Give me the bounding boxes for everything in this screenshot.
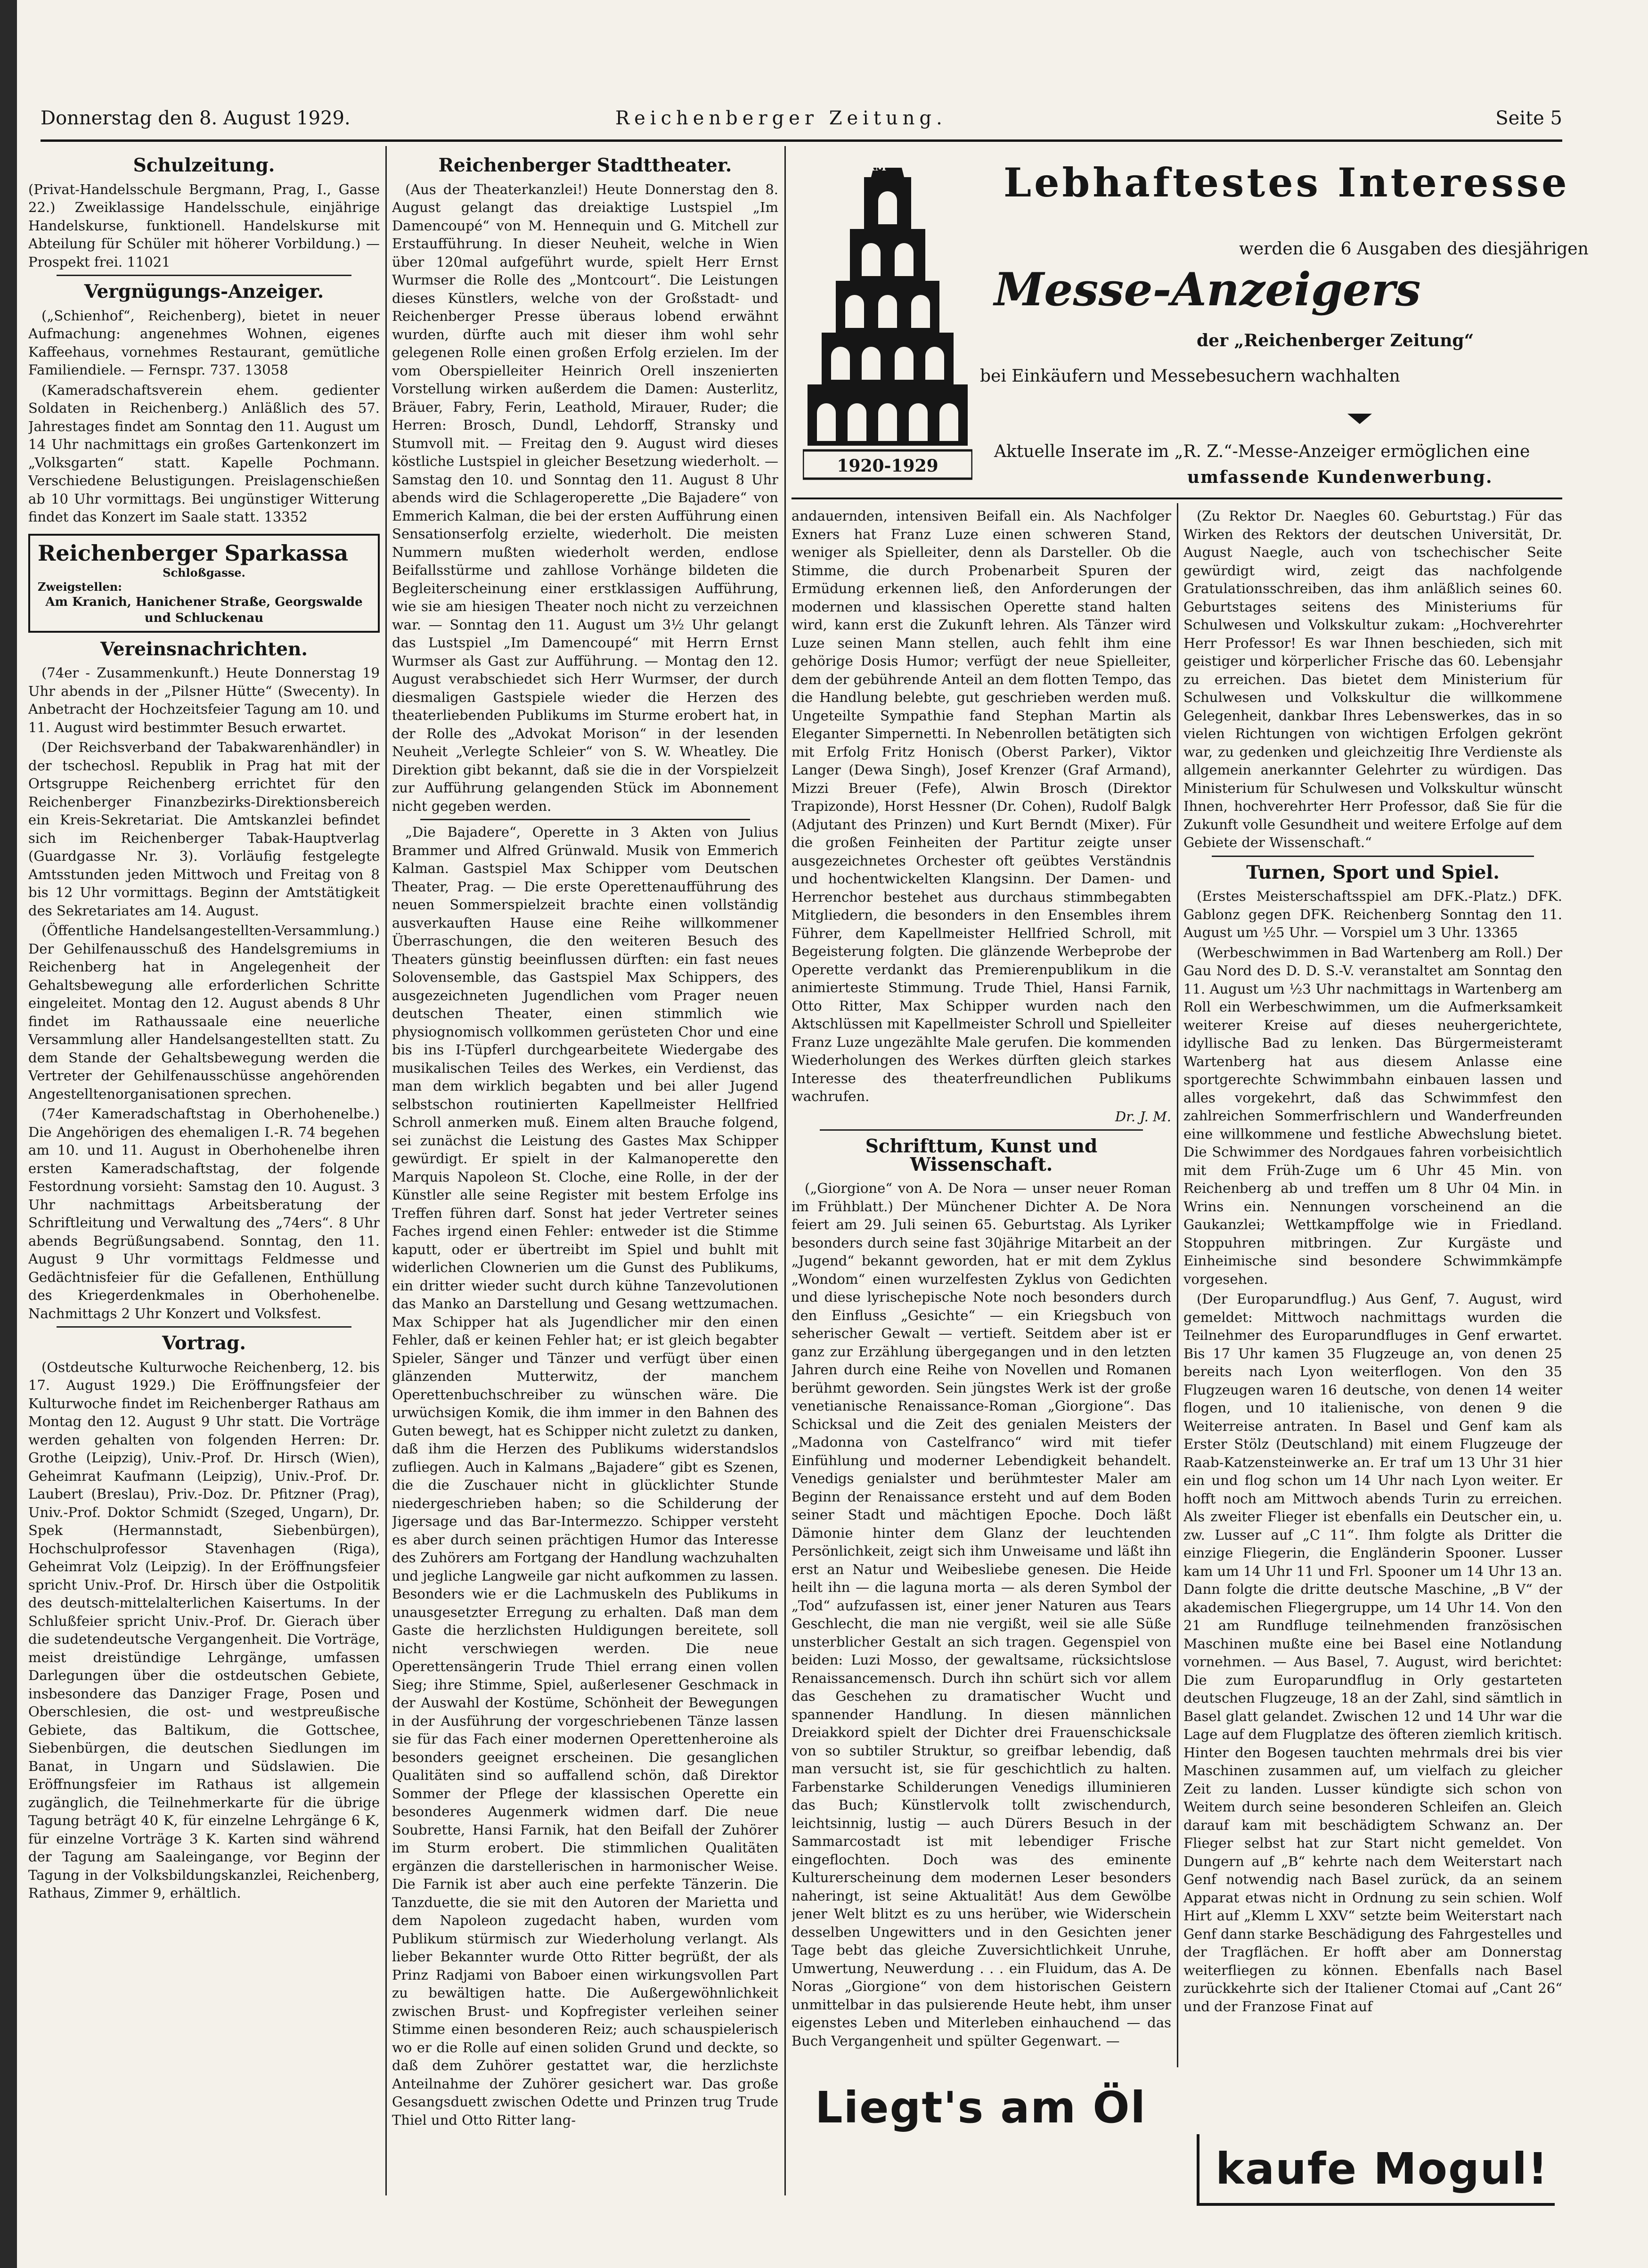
- ad-line: der „Reichenberger Zeitung“: [1197, 331, 1474, 351]
- column-3: [791, 507, 1171, 2062]
- article-paragraph: (Der Europarundflug.) Aus Genf, 7. August, wird gemeldet: Mittwoch nachmittags wurden die Teilnehmer des Europarundfluges in Genf erwartet. Bis 17 Uhr kamen 35 Flugzeuge an, von denen 25 bereits nach Lyon weiterflogen. Von den 35 Flugzeugen waren 16 deutsche, von denen 14 weiter flogen, und 10 italienische, von denen 9 die Weiterreise antraten. In Basel und Genf kam als Erster Stölz (Deutschland) mit einem Flugzeuge der Raab-Katzensteinwerke an. Er traf um 13 Uhr 31 hier ein und flog schon um 14 Uhr nach Lyon weiter. Er hofft noch am Mittwoch abends Turin zu erreichen. Als zweiter Flieger ist ebenfalls ein Deutscher ein, u. zw. Lusser auf „C 11“. Ihm folgte als Dritter die einzige Fliegerin, die Engländerin Spooner. Lusser kam um 14 Uhr 11 und Frl. Spooner um 14 Uhr 13 an. Dann folgte die dritte deutsche Maschine, „B V“ der akademischen Fliegergruppe, um 14 Uhr 14. Von den 21 am Rundfluge teilnehmenden französischen Maschinen mußte eine bei Basel eine Notlandung vornehmen. — Aus Basel, 7. August, wird berichtet: Die zum Europarundflug in Orly gestarteten deutschen Flugzeuge, 18 an der Zahl, sind sämtlich in Basel glatt gelandet. Zwischen 12 und 14 Uhr war die Lage auf dem Flugplatze des öfteren ziemlich kritisch. Hinter den Bogesen tauchten mehrmals drei bis vier Maschinen zusammen auf, um vielfach zu gleicher Zeit zu landen. Lusser kündigte sich schon von Weitem durch seine besonderen Schleifen an. Gleich darauf kam mit beschädigtem Schwanz an. Der Flieger selbst hat zur Start nicht gemeldet. Von Dungern auf „B“ kehrte nach dem Weiterstart nach Genf notwendig nach Basel zurück, da an seinem Apparat etwas nicht in Ordnung zu sein schien. Wolf Hirt auf „Klemm L XXV“ setzte beim Weiterstart nach Genf dann starke Beschädigung des Fahrgestelles und der Tragflächen. Er hofft aber am Donnerstag weiterfliegen zu können. Ebenfalls nach Basel zurückkehrte sich der Italiener Ctomai auf „Cant 26“ und der Franzose Finat auf: [1183, 1291, 1562, 2015]
- article-paragraph: (Öffentliche Handelsangestellten-Versammlung.) Der Gehilfenausschuß des Handelsgremiums in Reichenberg hat in Angelegenheit der Gehaltsbewegung alle erforderlichen Schritte eingeleitet. Montag den 12. August abends 8 Uhr findet im Rathaussaale eine neuerliche Versammlung aller Handelsangestellten statt. Zu dem Stande der Gehaltsbewegung werden die Vertreter der Gehilfenausschüsse angehörenden Angestelltenorganisationen sprechen.: [28, 922, 380, 1102]
- article-paragraph: (Kameradschaftsverein ehem. gedienter Soldaten in Reichenberg.) Anläßlich des 57. Jahrestages findet am Sonntag den 11. August um 14 Uhr nachmittags ein großes Gartenkonzert im „Volksgarten“ statt. Kapelle Pochmann. Verschiedene Belustigungen. Preislagenschießen ab 10 Uhr vormittags. Bei ungünstiger Witterung findet das Konzert im Saale statt. 13352: [28, 382, 380, 525]
- sparkassa-ad-box: [28, 534, 380, 633]
- article-paragraph: („Schienhof“, Reichenberg), bietet in neuer Aufmachung: angenehmes Wohnen, eigenes Kaffeehaus, vornehmes Restaurant, gemütliche Familiendiele. — Fernspr. 737. 13058: [28, 307, 380, 378]
- article-paragraph: andauernden, intensiven Beifall ein. Als Nachfolger Exners hat Franz Luze einen schweren Stand, weniger als Spielleiter, denn als Darsteller. Ob die Stimme, die durch Probenarbeit Spuren der Ermüdung erkennen ließ, den Anforderungen der modernen und klassischen Operette stand halten wird, kann erst die Zukunft lehren. Als Tänzer wird Luze seinen Mann stellen, auch fehlt ihm eine gehörige Dosis Humor; verfügt der neue Spielleiter, dem der gebührende Anteil an dem flotten Tempo, das die Handlung belebte, gut geschrieben werden muß. Ungeteilte Sympathie fand Stephan Martin als Eleganter Simpernetti. In Nebenrollen betätigten sich mit Erfolg Fritz Honisch (Oberst Parker), Viktor Langer (Dewa Singh), Josef Krenzer (Graf Armand), Mizzi Breuer (Fefe), Alwin Brosch (Direktor Trapizonde), Horst Hessner (Dr. Cohen), Rudolf Balgk (Adjutant des Prinzen) und Kurt Berndt (Mixer). Für die großen Feinheiten der Partitur zeigte unser ausgezeichnetes Orchester oft geübtes Verständnis und hochentwickelten Klangsinn. Der Damen- und Herrenchor bestehet aus durchaus stimmbegabten Mitgliedern, die besonders in den Ensembles ihrem Führer, dem Kapellmeister Hellfried Schroll, mit Begeisterung folgten. Die glänzende Werbeprobe der Operette verdankt das Premierenpublikum in die animierteste Stimmung. Trude Thiel, Hansi Farnik, Otto Ritter, Max Schipper wurden nach den Aktschlüssen mit Kapellmeister Schroll und Spielleiter Franz Luze ungezählte Male gerufen. Die kommenden Wiederholungen des Werkes dürften gleich starkes Interesse des theaterfreundlichen Publikums wachrufen.: [791, 508, 1171, 1104]
- article-paragraph: (Der Reichsverband der Tabakwarenhändler) in der tschechosl. Republik in Prag hat mit der Ortsgruppe Reichenberg errichtet für den Reichenberger Finanzbezirks-Direktionsbereich ein Kreis-Sekretariat. Die Amtskanzlei befindet sich im Reichenberger Tabak-Hauptverlag (Guardgasse Nr. 3). Vorläufig festgelegte Amtsstunden jeden Mittwoch und Freitag von 8 bis 12 Uhr vormittags. Beginn der Amtstätigkeit des Sekretariates am 14. August.: [28, 739, 380, 919]
- section-title-verein: Vereinsnachrichten.: [100, 638, 308, 660]
- sparkassa-branches: Am Kranich, Hanichener Straße, Georgswalde und Schluckenau: [45, 595, 363, 625]
- column-4: [1183, 507, 1562, 2062]
- ad-underline: [1197, 2203, 1555, 2206]
- sparkassa-branches-label: Zweigstellen:: [38, 579, 122, 594]
- article-signature: Dr. J. M.: [1115, 1108, 1171, 1125]
- ad-headline: Lebhaftestes Interesse: [1003, 159, 1570, 206]
- section-divider: [57, 1326, 351, 1328]
- column-rule: [1177, 503, 1178, 2067]
- logo-mark: RM: [866, 161, 887, 173]
- stacked-arches-logo: [803, 158, 972, 483]
- messe-anzeiger-ad: [791, 150, 1589, 494]
- ad-title: Messe-Anzeigers: [994, 263, 1421, 316]
- ad-line: werden die 6 Ausgaben des diesjährigen: [1239, 239, 1589, 259]
- section-title-sport: Turnen, Sport und Spiel.: [1246, 861, 1500, 883]
- section-title-schrifttum: Schrifttum, Kunst und Wissenschaft.: [865, 1135, 1098, 1175]
- ad-line: umfassende Kundenwerbung.: [1187, 467, 1493, 487]
- ad-bracket: [1197, 2134, 1199, 2205]
- logo-years: 1920-1929: [837, 456, 938, 476]
- ad-bottom-rule: [791, 498, 1562, 499]
- sparkassa-title: Reichenberger Sparkassa: [38, 540, 349, 566]
- section-title-schulzeitung: Schulzeitung.: [133, 155, 275, 176]
- mogul-line-2: kaufe Mogul!: [1216, 2144, 1549, 2194]
- column-rule: [784, 146, 786, 2195]
- article-paragraph: „Die Bajadere“, Operette in 3 Akten von Julius Brammer und Alfred Grünwald. Musik von Emmerich Kalman. Gastspiel Max Schipper vom Deutschen Theater, Prag. — Die erste Operettenaufführung des neuen Sommerspielzeit brachte einen vollständig ausverkauften Hause eine Reihe willkommener Überraschungen, die den weiteren Besuch des Theaters günstig beeinflussen dürften: ein fast neues Solovensemble, das Gastspiel Max Schippers, des ausgezeichneten Jugendlichen vom Prager neuen deutschen Theater, einen stimmlich wie physiognomisch vollkommen gerüsteten Chor und eine bis ins I-Tüpferl durchgearbeitete Wiedergabe des musikalischen Teiles des Werkes, ein Verdienst, das man dem wirklich begabten und bei aller Jugend selbstschon routinierten Kapellmeister Hellfried Schroll anmerken muß. Einem alten Brauche folgend, sei zunächst die Leistung des Gastes Max Schipper gewürdigt. Er spielt in der Kalmanoperette den Marquis Napoleon St. Cloche, eine Rolle, in der der Künstler alle seine Register mit bestem Erfolge ins Treffen führen darf. Sonst hat jeder Vertreter seines Faches irgend einen Fehler: entweder ist die Stimme kaputt, oder er übertreibt im Spiel und buhlt mit widerlichen Clownerien um die Gunst des Publikums, ein dritter wieder sucht durch kühne Tanzevolutionen das Manko an Darstellung und Gesang wettzumachen. Max Schipper hat als Jugendlicher mir den einen Fehler, daß er keinen Fehler hat; er ist gleich begabter Spieler, Sänger und Tänzer und verfügt über einen glänzenden Mutterwitz, der manchem Operettenbuchschreiber zu wünschen wäre. Die urwüchsigen Komik, die ihm immer in den Bahnen des Guten bewegt, hat es Schipper nicht zuletzt zu danken, daß ihm die Herzen des Publikums widerstandslos zufliegen. Auch in Kalmans „Bajadere“ gibt es Szenen, die die Zuschauer nicht in glücklichter Stunde niedergeschrieben haben; so die Schilderung der Jigersage und das Bar-Intermezzo. Schipper versteht es aber durch seinen prächtigen Humor das Interesse des Zuhörers am Fortgang der Handlung wachzuhalten und jegliche Langweile gar nicht aufkommen zu lassen. Besonders wie er die Lachmuskeln des Publikums in unausgesetzter Erregung zu erhalten. Daß man dem Gaste die herzlichsten Huldigungen bereitete, soll nicht verschwiegen werden. Die neue Operettensängerin Trude Thiel errang einen vollen Sieg; ihre Stimme, Spiel, außerlesener Geschmack in der Auswahl der Kostüme, Schönheit der Bewegungen in der Ausführung der vorgeschriebenen Tänze lassen sie für das Fach einer modernen Operettenheroine als besonders geeignet erscheinen. Die gesanglichen Qualitäten sind so auffallend schön, daß Direktor Sommer der Pflege der klassischen Operette ein besonderes Augenmerk widmen darf. Die neue Soubrette, Hansi Farnik, hat den Beifall der Zuhörer im Sturm erobert. Die stimmlichen Qualitäten ergänzen die darstellerischen in harmonischer Weise. Die Farnik ist aber auch eine perfekte Tänzerin. Die Tanzduette, die sie mit den Autoren der Marietta und dem Napoleon zugedacht haben, wurden vom Publikum stürmisch zur Wiederholung verlangt. Als lieber Bekannter wurde Otto Ritter begrüßt, der als Prinz Radjami von Baboer einen wirkungsvollen Part zu bewältigen hatte. Die Außergewöhnlichkeit zwischen Brust- und Kopfregister verleihen seiner Stimme einen besonderen Reiz; auch schauspielerisch wo er die Rolle auf einen soliden Grund und deckte, so daß dem Zuhörer gestattet war, die herzlichste Anteilnahme der Zuhörer gesichert war. Das große Gesangsduett zwischen Odette und Prinzen trug Trude Thiel und Otto Ritter lang-: [392, 824, 778, 2128]
- article-paragraph: („Giorgione“ von A. De Nora — unser neuer Roman im Frühblatt.) Der Münchener Dichter A. De Nora feiert am 29. Juli seinen 65. Geburtstag. Als Lyriker besonders durch seine fast 30jährige Mitarbeit an der „Jugend“ bekannt geworden, hat er mit dem Zyklus „Wondom“ einen wurzelfesten Zyklus von Gedichten und diese lyrischepische Note noch besonders durch den Einfluss „Gesichte“ — ein Kriegsbuch von seherischer Gewalt — vertieft. Seitdem aber ist er ganz zur Erzählung übergegangen und in den letzten Jahren durch eine Reihe von Novellen und Romanen berühmt geworden. Sein jüngstes Werk ist der große venetianische Renaissance-Roman „Giorgione“. Das Schicksal und die Zeit des genialen Meisters der „Madonna von Castelfranco“ wird mit tiefer Einfühlung und moderner Lebendigkeit behandelt. Venedigs genialster und berühmtester Maler am Beginn der Renaissance ersteht und auf dem Boden seiner Stadt und mächtigen Epoche. Doch läßt Dämonie hinter dem Glanz der leuchtenden Persönlichkeit, zeigt sich ihm Unweisame und läßt ihn erst an Natur und Weibesliebe genesen. Die Heide heilt ihn — die laguna morta — als deren Symbol der „Tod“ aufzufassen ist, einer jener Naturen aus Tears Geschlecht, die man nie vergißt, weil sie alle Süße unsterblicher Gestalt an sich tragen. Gegenspiel von beiden: Luzi Mosso, der gewaltsame, rücksichtslose Renaissancemensch. Durch ihn schürt sich vor allem das Geschehen zu dramatischer Wucht und spannender Handlung. In diesen männlichen Dreiakkord spielt der Dichter drei Frauenschicksale von so subtiler Struktur, so greifbar lebendig, daß man versucht ist, sie für geschichtlich zu halten. Farbenstarke Schilderungen Venedigs illuminieren das Buch; Künstlervolk tollt zwischendurch, leichtsinnig, lustig — auch Dürers Besuch in der Sammarcostadt ist mit lebendiger Frische eingeflochten. Doch was des eminente Kulturerscheinung dem modernen Leser besonders naheringt, ist seine Aktualität! Aus dem Gewölbe jener Welt blitzt es zu uns herüber, wie Widerschein desselben Ungewitters und in den Gesichten jener Tage bebt das gleiche Zuversichtlichkeit Unruhe, Umwertung, Neuwerdung . . . ein Fluidum, das A. De Noras „Giorgione“ von dem historischen Geistern unmittelbar in das pulsierende Heute hebt, ihm unser eigenstes Leben und Miterleben einhauchend — das Buch Vergangenheit und spülter Gegenwart. —: [791, 1180, 1171, 2049]
- mogul-line-1: Liegt's am Öl: [815, 2082, 1147, 2133]
- article-paragraph: (Ostdeutsche Kulturwoche Reichenberg, 12. bis 17. August 1929.) Die Eröffnungsfeier der Kulturwoche findet im Reichenberger Rathaus am Montag den 12. August 9 Uhr statt. Die Vorträge werden gehalten von folgenden Herren: Dr. Grothe (Leipzig), Univ.-Prof. Dr. Hirsch (Wien), Geheimrat Kaufmann (Leipzig), Univ.-Prof. Dr. Laubert (Breslau), Priv.-Doz. Dr. Pfitzner (Prag), Univ.-Prof. Doktor Schmidt (Szeged, Ungarn), Dr. Spek (Hermannstadt, Siebenbürgen), Hochschulprofessor Stavenhagen (Riga), Geheimrat Volz (Leipzig). In der Eröffnungsfeier spricht Univ.-Prof. Dr. Hirsch über die Ostpolitik des deutsch-mittelalterlichen Kaisertums. In der Schlußfeier spricht Univ.-Prof. Dr. Gierach über die sudetendeutsche Vergangenheit. Die Vorträge, meist dreistündige Lehrgänge, umfassen Darlegungen über die ostdeutschen Gebiete, insbesondere das Danziger Frage, Posen und Oberschlesien, die ost- und westpreußische Gebiete, das Baltikum, die Gottschee, Siebenbürgen, die deutschen Siedlungen im Banat, in Ungarn und Südslawien. Die Eröffnungsfeier im Rathaus ist allgemein zugänglich, die Teilnehmerkarte für die übrige Tagung beträgt 40 K, für einzelne Lehrgänge 6 K, für einzelne Vorträge 3 K. Karten sind während der Tagung am Saaleingange, vor Beginn der Tagung in der Volksbildungskanzlei, Reichenberg, Rathaus, Zimmer 9, erhältlich.: [28, 1359, 380, 1901]
- binding-spine: [0, 0, 17, 2268]
- mogul-oil-ad: [801, 2073, 1562, 2219]
- header-rule: [41, 139, 1562, 142]
- column-rule: [385, 146, 387, 2195]
- sparkassa-subtitle: Schloßgasse.: [163, 565, 245, 579]
- ad-triangle-marker: [1347, 414, 1372, 424]
- section-divider: [57, 275, 351, 276]
- ad-line: Aktuelle Inserate im „R. Z.“-Messe-Anzeiger ermöglichen eine: [994, 442, 1530, 461]
- article-paragraph: (Zu Rektor Dr. Naegles 60. Geburtstag.) Für das Wirken des Rektors der deutschen Universität, Dr. August Naegle, auch von tschechischer Seite gewürdigt wird, zeigt das nachfolgende Gratulationsschreiben, das ihm anläßlich seines 60. Geburtstages seitens des Ministeriums für Schulwesen und Volkskultur zukam: „Hochverehrter Herr Professor! Es war Ihnen beschieden, sich mit geistiger und körperlicher Frische das 60. Lebensjahr zu erreichen. Das bietet dem Ministerium für Schulwesen und Volkskultur die willkommene Gelegenheit, dankbar Ihres Lebenswerkes, das in so vielen Richtungen von wichtigen Erfolgen gekrönt war, zu gedenken und gleichzeitig Ihre Verdienste als allgemein anerkannter Gelehrter zu würdigen. Das Ministerium für Schulwesen und Volkskultur wünscht Ihnen, hochverehrter Herr Professor, daß Sie für die Zukunft volle Gesundheit und weitere Erfolge auf dem Gebiete der Wissenschaft.“: [1183, 508, 1562, 850]
- header-date: Donnerstag den 8. August 1929.: [41, 107, 351, 129]
- section-divider: [1212, 856, 1534, 857]
- section-title-stadttheater: Reichenberger Stadttheater.: [438, 155, 732, 176]
- header-paper-name: Reichenberger Zeitung.: [615, 107, 947, 129]
- section-divider: [820, 1129, 1143, 1131]
- ad-line: bei Einkäufern und Messebesuchern wachhalten: [980, 367, 1400, 386]
- article-schulzeitung: (Privat-Handelsschule Bergmann, Prag, I., Gasse 22.) Zweiklassige Handelsschule, einjährige Handelskurse, funktionell. Handelskurse mit Abteilung für Schüler mit höherer Vorbildung.) — Prospekt frei. 11021: [28, 181, 380, 270]
- article-paragraph: (Erstes Meisterschaftsspiel am DFK.-Platz.) DFK. Gablonz gegen DFK. Reichenberg Sonntag den 11. August um ½5 Uhr. — Vorspiel um 3 Uhr. 13365: [1183, 888, 1562, 940]
- article-paragraph: (Werbeschwimmen in Bad Wartenberg am Roll.) Der Gau Nord des D. D. S.-V. veranstaltet am Sonntag den 11. August um ½3 Uhr nachmittags in Wartenberg am Roll ein Werbeschwimmen, um die Aufmerksamkeit weiterer Kreise auf dieses neuhergerichtete, idyllische Bad zu lenken. Das Bürgermeisteramt Wartenberg hat aus diesem Anlasse eine sportgerechte Schwimmbahn einbauen lassen und alles vorgekehrt, daß das Schwimmfest den zahlreichen Sommerfrischlern und Wanderfreunden eine willkommene und festliche Abwechslung bietet. Die Schwimmer des Nordgaues fahren vorbeisichtlich mit dem Früh-Zuge um 6 Uhr 45 Min. von Reichenberg ab und treffen um 8 Uhr 04 Min. in Wrins ein. Nennungen vorscheinend an die Gaukanzlei; Wettkampffolge wie in Friedland. Stoppuhren mitbringen. Zur Kurgäste und Einheimische sind besondere Schwimmkämpfe vorgesehen.: [1183, 944, 1562, 1287]
- article-paragraph: (74er Kameradschaftstag in Oberhohenelbe.) Die Angehörigen des ehemaligen I.-R. 74 begehen am 10. und 11. August in Oberhohenelbe ihren ersten Kameradschaftstag, der folgende Festordnung vorsieht: Samstag den 10. August. 3 Uhr nachmittags Arbeitsberatung der Schriftleitung und Verwaltung des „74ers“. 8 Uhr abends Begrüßungsabend. Sonntag, den 11. August 9 Uhr vormittags Feldmesse und Gedächtnisfeier für die Gefallenen, Enthüllung des Kriegerdenkmales in Oberhohenelbe. Nachmittags 2 Uhr Konzert und Volksfest.: [28, 1106, 380, 1322]
- column-1: [28, 150, 380, 2195]
- article-paragraph: (74er - Zusammenkunft.) Heute Donnerstag 19 Uhr abends in der „Pilsner Hütte“ (Swecenty). In Anbetracht der Hochzeitsfeier Tagung am 10. und 11. August wird bestimmter Besuch erwartet.: [28, 665, 380, 735]
- column-2: [392, 150, 778, 2195]
- article-paragraph: (Aus der Theaterkanzlei!) Heute Donnerstag den 8. August gelangt das dreiaktige Lustspiel „Im Damencoupé“ von M. Hennequin und G. Mitchell zur Erstaufführung. In dieser Neuheit, welche in Wien über 120mal aufgeführt wurde, spielt Herr Ernst Wurmser die Rolle des „Montcourt“. Die Leistungen dieses Künstlers, welche von der Großstadt- und Reichenberger Presse überaus lobend erwähnt wurden, dürfte auch mit dieser ihm wohl sehr gelegenen Rolle einen großen Erfolg erzielen. Im der vom Oberspielleiter Heinrich Orell inszenierten Vorstellung wirken außerdem die Damen: Austerlitz, Bräuer, Fabry, Ferin, Leathold, Mirauer, Ruder; die Herren: Brosch, Dundl, Lehdorff, Stransky und Stumvoll mit. — Freitag den 9. August wird dieses köstliche Lustspiel in gleicher Besetzung wiederholt. — Samstag den 10. und Sonntag den 11. August 8 Uhr abends wird die Schlageroperette „Die Bajadere“ von Emmerich Kalman, die bei der ersten Aufführung einen Sensationserfolg erzielte, wiederholt. Die meisten Nummern mußten wiederholt werden, endlose Beifallsstürme und zahllose Vorhänge bildeten die Begleiterscheinung einer erstklassigen Aufführung, wie sie am hiesigen Theater noch nicht zu verzeichnen war. — Sonntag den 11. August um 3½ Uhr gelangt das Lustspiel „Im Damencoupé“ mit Herrn Ernst Wurmser als Gast zur Aufführung. — Montag den 12. August verabschiedet sich Herr Wurmser, der durch diesmaligen Gastspiele wieder die Herzen des theaterliebenden Publikums im Sturme erobert hat, in der Rolle des „Advokat Morison“ in der lesenden Neuheit „Verlegte Schleier“ von S. W. Wheatley. Die Direktion gibt bekannt, daß sie die in der Vorspielzeit zur Aufführung gelangenden Stück im Abonnement nicht gegeben werden.: [392, 181, 778, 814]
- section-title-vortrag: Vortrag.: [162, 1332, 246, 1354]
- page-header: [41, 107, 1562, 136]
- header-page-number: Seite 5: [1495, 107, 1562, 129]
- section-divider: [420, 819, 750, 820]
- section-title-vergnuegung: Vergnügungs-Anzeiger.: [84, 281, 324, 302]
